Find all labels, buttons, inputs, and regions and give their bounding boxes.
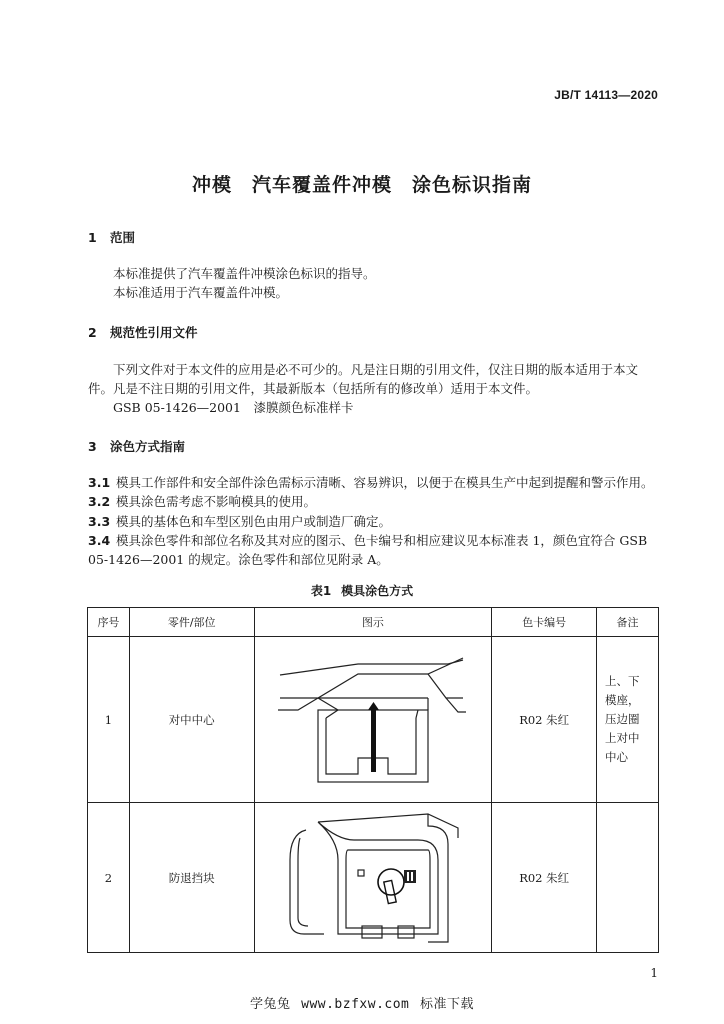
clause-3-1-text: 模具工作部件和安全部件涂色需标示清晰、容易辨识，以便于在模具生产中起到提醒和警示作用。 (116, 475, 654, 490)
clause-3-4-text: 模具涂色零件和部位名称及其对应的图示、色卡编号和相应建议见本标准表 1，颜色宜符合 GSB 05-1426—2001 的规定。涂色零件和部位见附录 A。 (88, 533, 648, 567)
standard-number: JB/T 14113—2020 (554, 88, 658, 102)
row-2-note (597, 803, 659, 953)
page-title (0, 170, 724, 197)
header-color-code: 色卡编号 (492, 608, 597, 637)
clause-3-3-number: 3.3 (88, 514, 111, 529)
row-2-diagram (254, 803, 492, 953)
centering-diagram (278, 650, 468, 790)
row-2-index: 2 (88, 803, 130, 953)
stop-block-diagram (278, 810, 468, 946)
stop-block-mark (404, 870, 416, 883)
section-2-heading (88, 323, 198, 341)
clause-3-3-text: 模具的基体色和车型区别色由用户或制造厂确定。 (116, 514, 392, 529)
header-part: 零件/部位 (129, 608, 254, 637)
header-diagram: 图示 (254, 608, 492, 637)
table-caption-title: 模具涂色方式 (341, 584, 414, 598)
section-1-para-2: 本标准适用于汽车覆盖件冲模。 (113, 285, 289, 300)
title-part-1: 冲模 (191, 174, 232, 196)
clause-3-2-text: 模具涂色需考虑不影响模具的使用。 (116, 494, 317, 509)
footer-right: 标准下载 (420, 997, 475, 1012)
coloring-table (87, 607, 659, 953)
row-2-color-code: R02 朱红 (492, 803, 597, 953)
section-3-number: 3 (88, 439, 97, 454)
clause-3-3 (88, 512, 660, 531)
table-header-row (88, 608, 659, 637)
page-number: 1 (650, 966, 658, 980)
clause-3-2 (88, 492, 660, 511)
section-3-title: 涂色方式指南 (110, 439, 186, 454)
footer-watermark (0, 993, 724, 1012)
table-caption (0, 582, 724, 599)
clause-3-4 (88, 531, 660, 569)
header-index: 序号 (88, 608, 130, 637)
section-2-para-1: 下列文件对于本文件的应用是必不可少的。凡是注日期的引用文件，仅注日期的版本适用于本文件。凡是不注日期的引用文件，其最新版本（包括所有的修改单）适用于本文件。 (88, 362, 639, 396)
center-mark-bar (371, 710, 376, 772)
table-row (88, 803, 659, 953)
row-1-note: 上、下模座，压边圈上对中中心 (597, 637, 659, 803)
table-caption-number: 表1 (310, 584, 332, 598)
row-1-diagram (254, 637, 492, 803)
section-1-para-1: 本标准提供了汽车覆盖件冲模涂色标识的指导。 (113, 266, 376, 281)
row-1-color-code: R02 朱红 (492, 637, 597, 803)
clause-3-1-number: 3.1 (88, 475, 111, 490)
section-2-reference: GSB 05-1426—2001 漆膜颜色标准样卡 (113, 400, 354, 415)
title-part-2: 汽车覆盖件冲模 (251, 174, 392, 196)
section-2-title: 规范性引用文件 (110, 325, 198, 340)
clause-3-2-number: 3.2 (88, 494, 111, 509)
clause-3-1 (88, 473, 660, 492)
title-part-3: 涂色标识指南 (412, 174, 533, 196)
section-1-heading (88, 228, 135, 246)
header-note: 备注 (597, 608, 659, 637)
footer-left: 学兔兔 (249, 997, 291, 1012)
section-1-title: 范围 (110, 230, 136, 245)
center-mark-tip (368, 702, 379, 710)
section-2-number: 2 (88, 325, 97, 340)
section-3-heading (88, 437, 185, 455)
section-1-number: 1 (88, 230, 97, 245)
table-row (88, 637, 659, 803)
footer-url[interactable]: www.bzfxw.com (301, 997, 410, 1012)
row-1-part: 对中中心 (129, 637, 254, 803)
row-1-index: 1 (88, 637, 130, 803)
row-2-part: 防退挡块 (129, 803, 254, 953)
clause-3-4-number: 3.4 (88, 533, 111, 548)
